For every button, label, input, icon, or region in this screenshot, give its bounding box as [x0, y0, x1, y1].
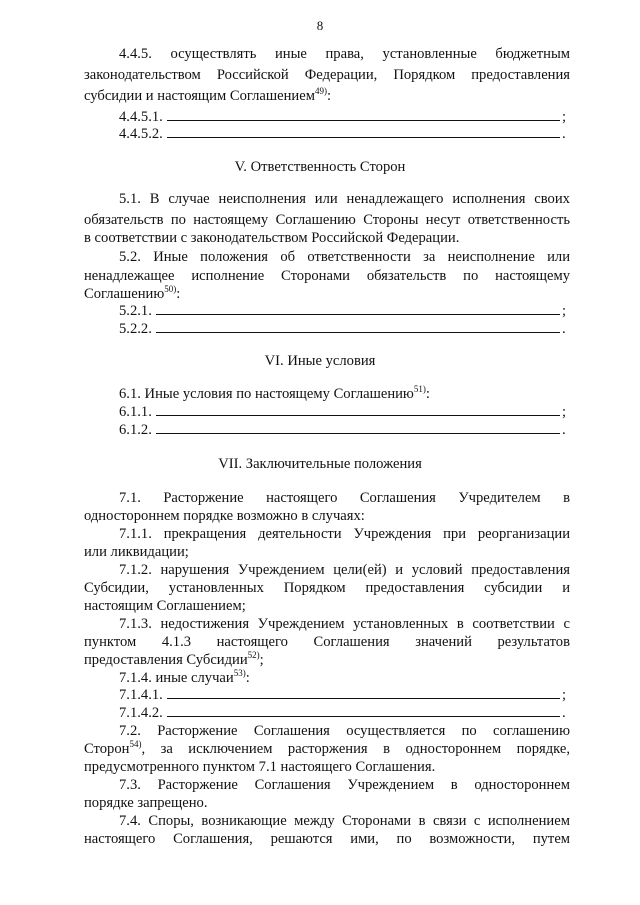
fill-in-rule [167, 108, 560, 121]
blank-line-521: 5.2.1. ; [119, 303, 567, 319]
p71-line1: 7.1. Расторжение настоящего Соглашения Учредителем в [119, 490, 570, 506]
p712-line3: настоящим Соглашением; [84, 598, 246, 614]
p61-line: 6.1. Иные условия по настоящему Соглашению$^{51)}$: [119, 384, 430, 402]
p74-line1: 7.4. Споры, возникающие между Сторонами в связи с исполнением [119, 813, 570, 829]
fill-in-rule [156, 421, 560, 434]
fill-in-rule [156, 320, 560, 333]
blank-line-522: 5.2.2. . [119, 321, 566, 337]
p52-line3: Соглашению$^{50)}$: [84, 284, 181, 302]
p714-line: 7.1.4. иные случаи$^{53)}$: [119, 668, 250, 686]
p51-line2: обязательств по настоящему Соглашению Стороны несут ответственность [84, 212, 570, 228]
p445-line1: 4.4.5. осуществлять иные права, установленные бюджетным [119, 46, 571, 62]
blank-line-7141: 7.1.4.1. ; [119, 687, 567, 703]
p713-line1: 7.1.3. недостижения Учреждением установленных в соответствии с [119, 616, 570, 632]
p72-line1: 7.2. Расторжение Соглашения осуществляется по соглашению [119, 723, 571, 739]
blank-line-7142: 7.1.4.2. . [119, 705, 566, 721]
section-heading-v: V. Ответственность Сторон [234, 159, 406, 175]
fill-in-rule [167, 125, 560, 138]
p711-line2: или ликвидации; [84, 544, 189, 560]
blank-line-612: 6.1.2. . [119, 422, 566, 438]
p71-line2: одностороннем порядке возможно в случаях: [84, 508, 365, 524]
p73-line1: 7.3. Расторжение Соглашения Учреждением в одностороннем [119, 777, 571, 793]
p51-line3: в соответствии с законодательством Российской Федерации. [84, 230, 460, 246]
page-number: 8 [316, 18, 324, 33]
p51-line1: 5.1. В случае неисполнения или ненадлежащего исполнения своих [119, 191, 570, 207]
blank-line-611: 6.1.1. ; [119, 404, 567, 420]
blank-line-4451: 4.4.5.1. ; [119, 109, 567, 125]
p712-line1: 7.1.2. нарушения Учреждением цели(ей) и условий предоставления [119, 562, 570, 578]
p445-line2: законодательством Российской Федерации, Порядком предоставления [84, 67, 571, 83]
footnote-ref: 54) [129, 739, 142, 749]
p73-line2: порядке запрещено. [84, 795, 208, 811]
footnote-ref: 49) [314, 86, 327, 96]
p713-line3: предоставления Субсидии$^{52)}$; [84, 650, 264, 668]
footnote-ref: 50) [164, 284, 177, 294]
section-heading-vii: VII. Заключительные положения [218, 456, 422, 472]
p74-line2: настоящего Соглашения, решаются ими, по возможности, путем [84, 831, 571, 847]
blank-line-4452: 4.4.5.2. . [119, 126, 566, 142]
footnote-ref: 52) [247, 650, 260, 660]
footnote-ref: 51) [413, 384, 426, 394]
fill-in-rule [167, 704, 560, 717]
p713-line2: пунктом 4.1.3 настоящего Соглашения значений результатов [84, 634, 570, 650]
p72-line3: предусмотренного пунктом 7.1 настоящего Соглашения. [84, 759, 436, 775]
p445-line3: субсидии и настоящим Соглашением$^{49)}$: [84, 86, 332, 104]
fill-in-rule [156, 403, 560, 416]
fill-in-rule [167, 686, 560, 699]
p52-line2: ненадлежащее исполнение Сторонами обязательств по настоящему [84, 268, 571, 284]
p711-line1: 7.1.1. прекращения деятельности Учреждения при реорганизации [119, 526, 570, 542]
p712-line2: Субсидии, установленных Порядком предоставления субсидии и [84, 580, 570, 596]
p72-line2: Сторон$^{54)}$, за исключением расторжения в одностороннем порядке, [84, 739, 571, 757]
fill-in-rule [156, 302, 560, 315]
p52-line1: 5.2. Иные положения об ответственности за неисполнение или [119, 249, 571, 265]
footnote-ref: 53) [233, 668, 246, 678]
section-heading-vi: VI. Иные условия [264, 353, 376, 369]
